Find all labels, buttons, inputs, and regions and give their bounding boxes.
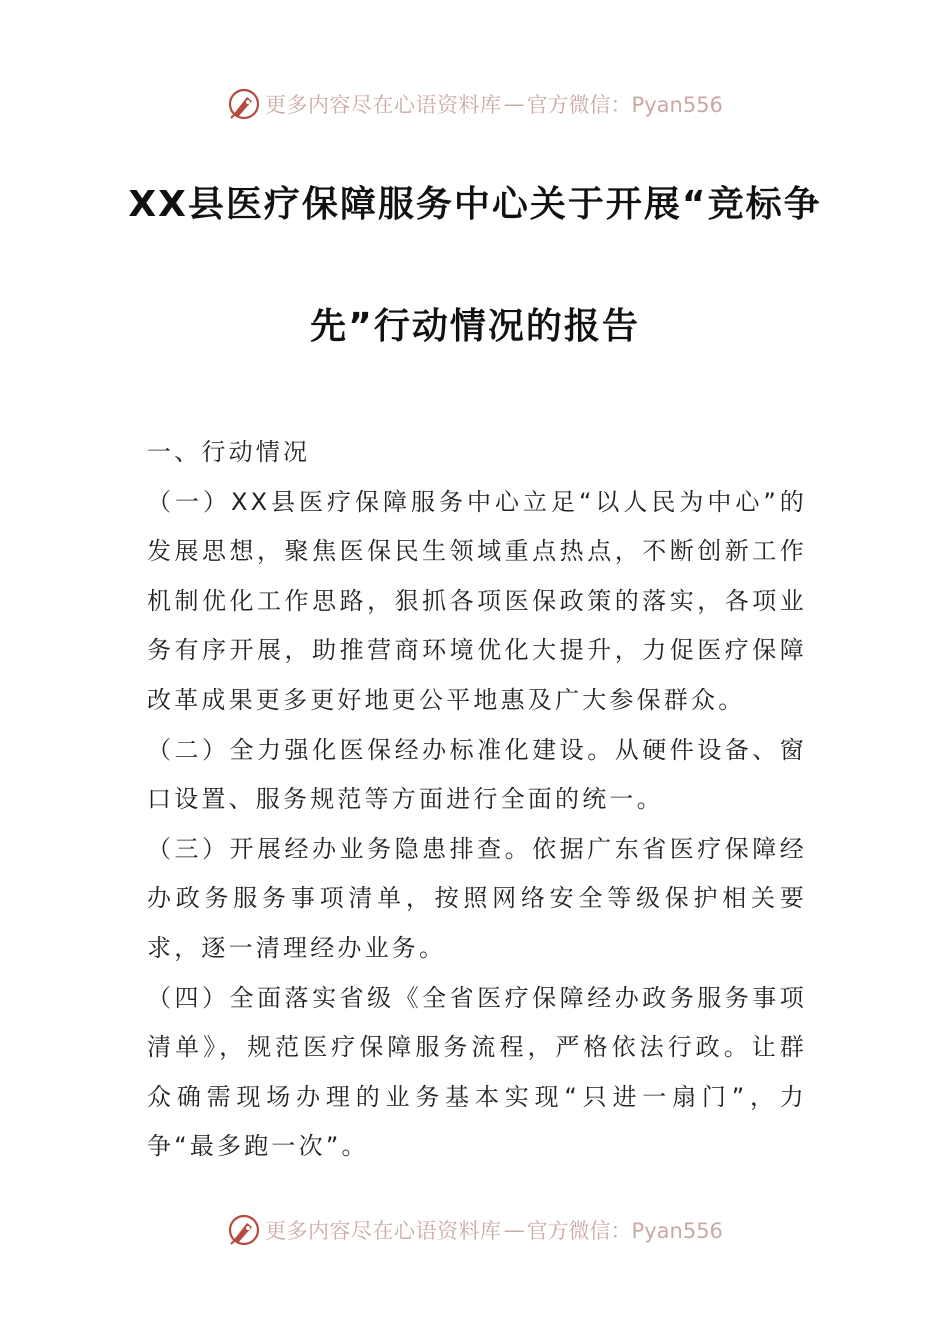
document-title-line-2: 先”行动情况的报告 xyxy=(310,306,640,347)
document-title-line-1: XX县医疗保障服务中心关于开展“竞标争 xyxy=(128,184,822,225)
watermark-separator: — xyxy=(503,92,525,116)
watermark-contact: 官方微信：Pyan556 xyxy=(526,1219,723,1243)
watermark-separator: — xyxy=(503,1218,525,1242)
paragraph-4: （四）全面落实省级《全省医疗保障经办政务服务事项清单》，规范医疗保障服务流程，严格依法行政。让群众确需现场办理的业务基本实现“只进一扇门”，力争“最多跑一次”。 xyxy=(147,983,807,1161)
header-watermark xyxy=(0,84,950,124)
paragraph-1: （一）XX县医疗保障服务中心立足“以人民为中心”的发展思想，聚焦医保民生领域重点热点，不断创新工作机制优化工作思路，狠抓各项医保政策的落实，各项业务有序开展，助推营商环境优化大提升，力促医疗保障改革成果更多更好地更公平地惠及广大参保群众。 xyxy=(147,487,807,714)
pen-nib-circle-icon xyxy=(227,87,261,121)
paragraph-3: （三）开展经办业务隐患排查。依据广东省医疗保障经办政务服务事项清单，按照网络安全等级保护相关要求，逐一清理经办业务。 xyxy=(147,834,807,962)
paragraph-2: （二）全力强化医保经办标准化建设。从硬件设备、窗口设置、服务规范等方面进行全面的统一。 xyxy=(147,735,807,814)
watermark-text: 更多内容尽在心语资料库 xyxy=(265,1219,502,1243)
watermark-text: 更多内容尽在心语资料库 xyxy=(265,93,502,117)
footer-watermark xyxy=(0,1210,950,1250)
section-heading: 一、行动情况 xyxy=(147,438,311,466)
document-body xyxy=(147,428,807,1172)
watermark-contact: 官方微信：Pyan556 xyxy=(526,93,723,117)
pen-nib-circle-icon xyxy=(227,1213,261,1247)
